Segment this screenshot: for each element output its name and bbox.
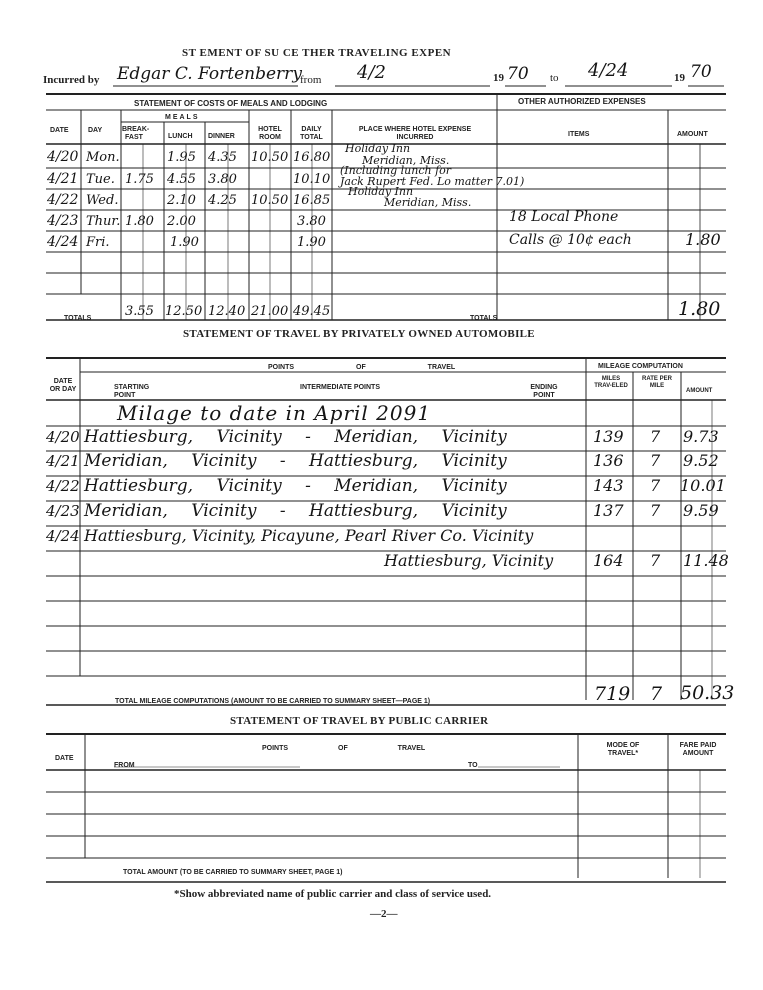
meals-dinner: 4.25 (208, 193, 237, 208)
auto-date: 4/24 (46, 527, 80, 545)
meals-place-line1: Holiday Inn (348, 185, 414, 198)
auto-rate: 7 (650, 501, 661, 520)
incurred-label: Incurred by (43, 74, 100, 86)
meals-hotel: 10.50 (251, 193, 289, 208)
meals-date: 4/24 (47, 234, 79, 250)
other-item-amount: 1.80 (685, 230, 721, 249)
meals-lunch: 2.00 (167, 214, 196, 229)
auto-rate: 7 (650, 451, 661, 470)
auto-total-rate: 7 (650, 683, 663, 705)
year-2: 70 (690, 62, 712, 82)
meals-lunch: 1.95 (167, 150, 196, 165)
meals-breakfast: 1.75 (125, 172, 154, 187)
meals-date: 4/21 (47, 171, 79, 187)
form-title: ST EMENT OF SU CE THER TRAVELING EXPEN (182, 47, 452, 59)
auto-route: Meridian, Vicinity - Hattiesburg, Vicinity (84, 451, 507, 471)
meals-date: 4/23 (47, 213, 79, 229)
meals-daily: 10.10 (293, 172, 331, 187)
public-total-label: TOTAL AMOUNT (TO BE CARRIED TO SUMMARY SHEET, PAGE 1) (123, 869, 343, 876)
meals-date: 4/22 (47, 192, 79, 208)
meals-totals-label: TOTALS (64, 315, 92, 322)
auto-col-ending: ENDING POINT (530, 384, 558, 399)
auto-amount: 11.48 (683, 551, 729, 570)
auto-route: Hattiesburg, Vicinity (384, 551, 554, 570)
meals-total-daily: 49.45 (293, 304, 331, 319)
meals-daily: 1.90 (297, 235, 326, 250)
meals-place-line2: Jack Rupert Fed. Lo matter 7.01) (340, 175, 525, 188)
auto-date: 4/20 (46, 428, 80, 446)
meals-place-line2: Meridian, Miss. (384, 196, 472, 209)
other-totals-label: TOTALS (470, 315, 498, 322)
auto-route: Hattiesburg, Vicinity - Meridian, Vicinity (84, 427, 507, 447)
meals-dinner: 3.80 (208, 172, 237, 187)
meals-col-day: DAY (88, 127, 103, 134)
year-1: 70 (507, 64, 529, 84)
auto-date: 4/23 (46, 502, 80, 520)
auto-miles: 139 (593, 427, 624, 446)
incurred-name: Edgar C. Fortenberry (117, 64, 302, 84)
meals-date: 4/20 (47, 149, 79, 165)
auto-miles: 136 (593, 451, 624, 470)
auto-miles: 143 (593, 476, 624, 495)
meals-day: Thur. (86, 214, 121, 229)
meals-col-lunch: LUNCH (168, 133, 193, 140)
meals-total-breakfast: 3.55 (125, 304, 154, 319)
meals-col-breakfast: BREAK-FAST (122, 126, 150, 141)
meals-col-date: DATE (50, 127, 69, 134)
auto-section-title: STATEMENT OF TRAVEL BY PRIVATELY OWNED AUTOMOBILE (183, 328, 535, 340)
auto-amount: 10.01 (680, 476, 726, 495)
auto-col-mileage: MILEAGE COMPUTATION (598, 363, 683, 370)
public-col-fare: FARE PAID AMOUNT (679, 742, 717, 757)
meals-total-lunch: 12.50 (165, 304, 203, 319)
meals-breakfast: 1.80 (125, 214, 154, 229)
footnote: *Show abbreviated name of public carrier and class of service used. (174, 888, 492, 900)
auto-col-points: POINTS OF TRAVEL (268, 364, 456, 371)
public-col-from: FROM (114, 762, 135, 769)
auto-miles: 164 (593, 551, 624, 570)
from-date: 4/2 (357, 62, 386, 83)
auto-rate: 7 (650, 476, 661, 495)
auto-route: Meridian, Vicinity - Hattiesburg, Vicinity (84, 501, 507, 521)
meals-daily: 16.85 (293, 193, 331, 208)
meals-lunch: 1.90 (170, 235, 199, 250)
other-col-items: ITEMS (568, 131, 590, 138)
auto-route: Hattiesburg, Vicinity - Meridian, Vicinity (84, 476, 507, 496)
meals-col-hotel: HOTEL ROOM (258, 126, 282, 141)
other-col-amount: AMOUNT (677, 131, 708, 138)
from-label: from (300, 74, 322, 86)
year-prefix-2: 19 (674, 72, 685, 84)
meals-total-hotel: 21.00 (251, 304, 289, 319)
auto-rate: 7 (650, 551, 661, 570)
meals-day: Wed. (86, 193, 119, 208)
auto-col-date: DATE OR DAY (49, 378, 77, 393)
meals-total-dinner: 12.40 (208, 304, 246, 319)
meals-lunch: 2.10 (167, 193, 196, 208)
public-col-mode: MODE OF TRAVEL* (606, 742, 640, 757)
meals-daily: 3.80 (297, 214, 326, 229)
auto-amount: 9.73 (683, 427, 719, 446)
meals-place-line2: Meridian, Miss. (362, 154, 450, 167)
other-item: Calls @ 10¢ each (509, 232, 632, 248)
auto-amount: 9.52 (683, 451, 719, 470)
meals-section-title: STATEMENT OF COSTS OF MEALS AND LODGING (134, 99, 328, 108)
auto-amount: 9.59 (683, 501, 719, 520)
auto-col-amount: AMOUNT (686, 388, 713, 394)
meals-day: Fri. (86, 235, 110, 250)
auto-rate: 7 (650, 427, 661, 446)
meals-col-meals: MEALS (165, 114, 200, 121)
meals-hotel: 10.50 (251, 150, 289, 165)
to-label: to (550, 72, 559, 84)
public-col-to: TO (468, 762, 478, 769)
meals-day: Mon. (86, 150, 120, 165)
auto-total-label: TOTAL MILEAGE COMPUTATIONS (AMOUNT TO BE CARRIED TO SUMMARY SHEET—PAGE 1) (115, 698, 431, 705)
auto-total-miles: 719 (594, 683, 631, 705)
meals-lunch: 4.55 (167, 172, 196, 187)
auto-col-rate: RATE PER MILE (642, 376, 672, 389)
auto-date: 4/22 (46, 477, 80, 495)
public-col-points: POINTS OF TRAVEL (262, 745, 426, 752)
other-total: 1.80 (678, 298, 721, 320)
page-number: —2— (370, 908, 398, 920)
auto-total-amount: 50.33 (680, 682, 735, 704)
other-item: 18 Local Phone (509, 209, 619, 225)
to-date: 4/24 (588, 60, 629, 81)
auto-col-starting: STARTING POINT (114, 384, 150, 399)
public-section-title: STATEMENT OF TRAVEL BY PUBLIC CARRIER (230, 715, 489, 727)
meals-col-daily: DAILY TOTAL (300, 126, 323, 141)
auto-route: Hattiesburg, Vicinity, Picayune, Pearl River Co. Vicinity (84, 526, 534, 545)
auto-col-intermediate: INTERMEDIATE POINTS (300, 384, 380, 391)
auto-col-miles: MILES TRAV-ELED (594, 376, 628, 389)
year-prefix-1: 19 (493, 72, 504, 84)
meals-col-place: PLACE WHERE HOTEL EXPENSE INCURRED (358, 126, 472, 141)
meals-place-line1: Holiday Inn (345, 142, 411, 155)
meals-place-line1: (Including lunch for (340, 164, 452, 177)
meals-dinner: 4.35 (208, 150, 237, 165)
other-expenses-title: OTHER AUTHORIZED EXPENSES (518, 97, 646, 106)
auto-note: Milage to date in April 2091 (117, 401, 432, 425)
meals-day: Tue. (86, 172, 115, 187)
meals-col-dinner: DINNER (208, 133, 235, 140)
auto-miles: 137 (593, 501, 624, 520)
auto-date: 4/21 (46, 452, 80, 470)
meals-daily: 16.80 (293, 150, 331, 165)
public-col-date: DATE (55, 755, 74, 762)
